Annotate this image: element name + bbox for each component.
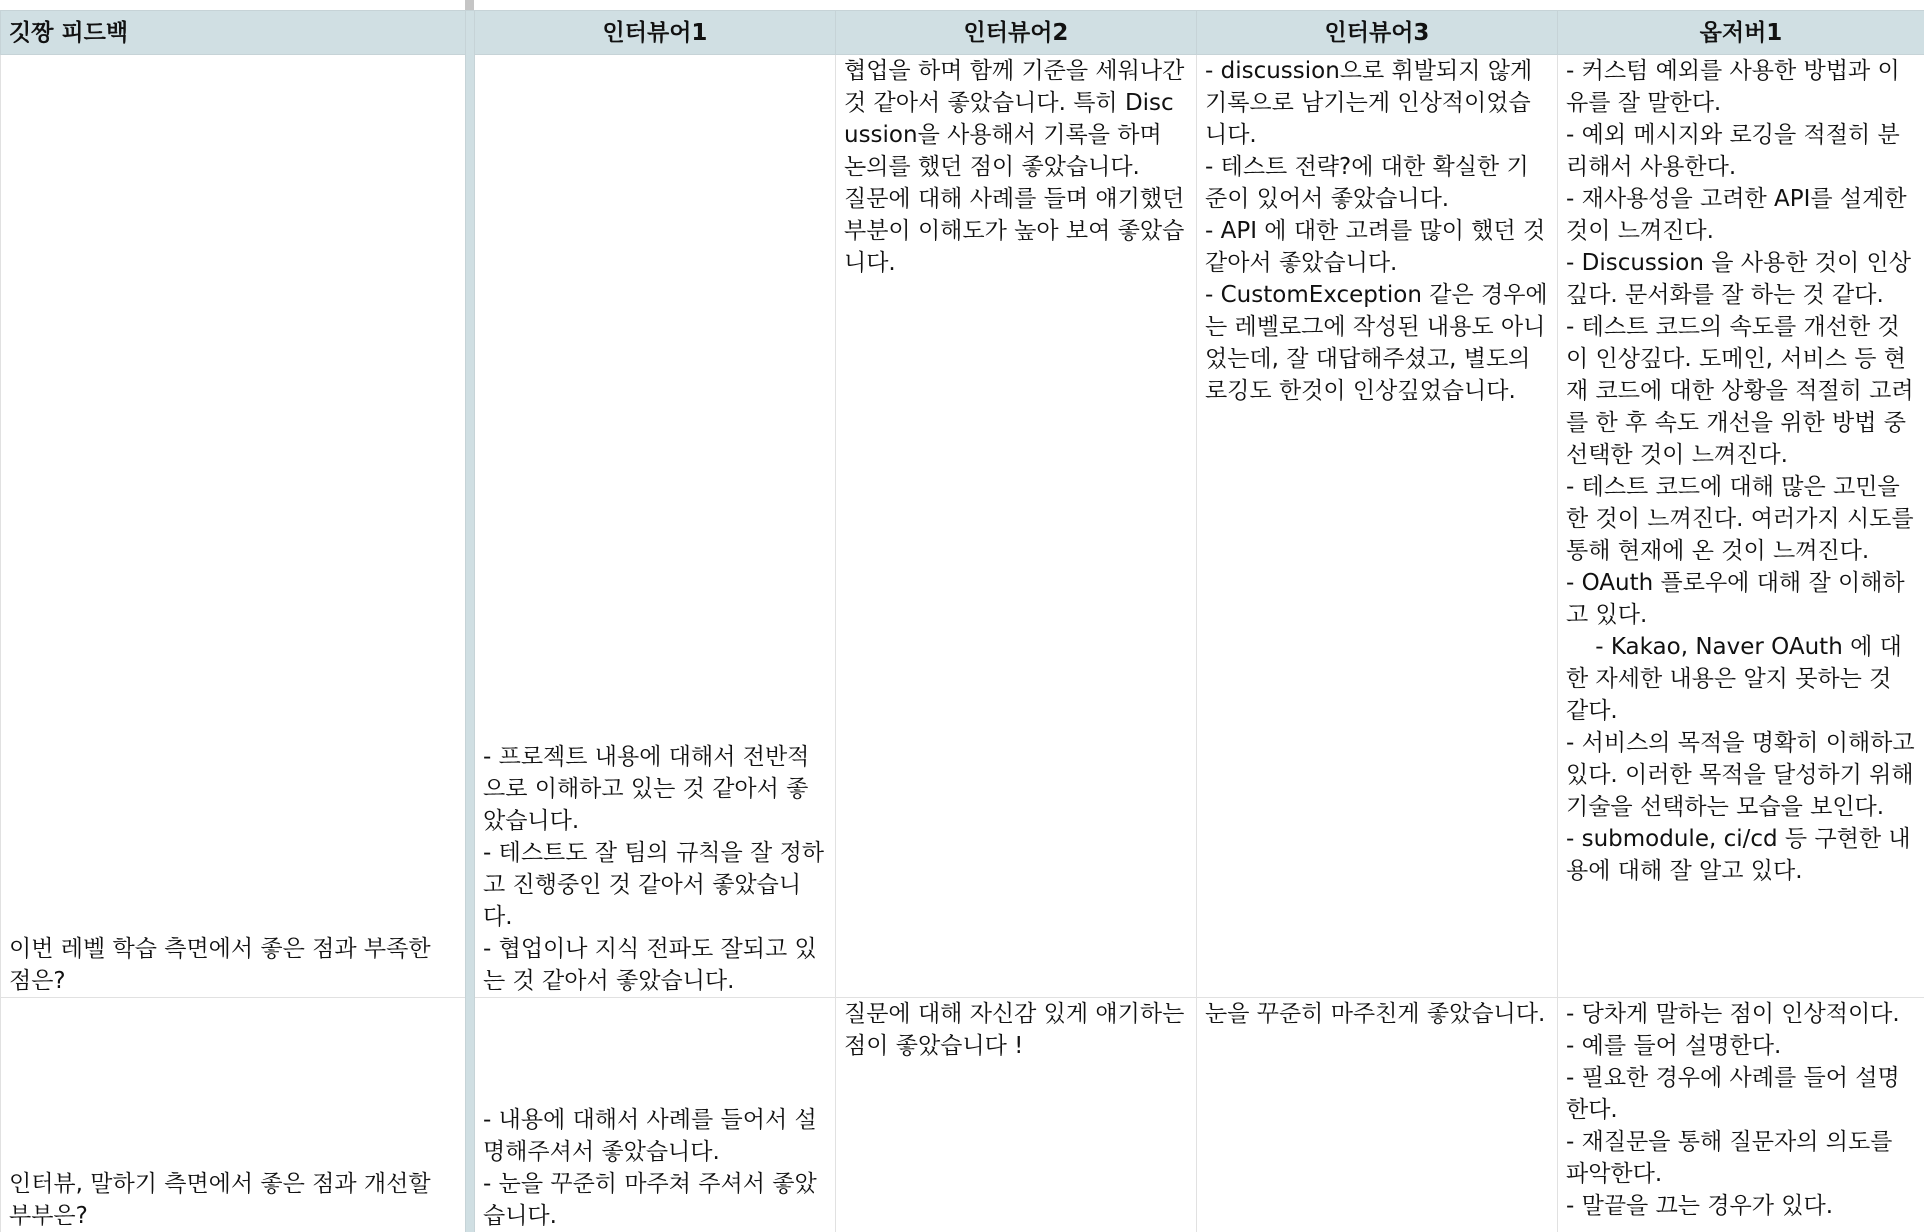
header-row	[1, 11, 1924, 55]
cell-observer1[interactable]: - 당차게 말하는 점이 인상적이다. - 예를 들어 설명한다. - 필요한 경우에 사례를 들어 설명한다. - 재질문을 통해 질문자의 의도를 파악한다. - 말끝을 끄는 경우가 있다.	[1558, 998, 1924, 1232]
row-label-cell[interactable]: 이번 레벨 학습 측면에서 좋은 점과 부족한 점은?	[1, 55, 466, 998]
header-cell-observer1[interactable]: 옵저버1	[1558, 11, 1924, 55]
table-row	[1, 998, 1924, 1232]
header-cell-interviewer3[interactable]: 인터뷰어3	[1197, 11, 1558, 55]
header-cell-interviewer2[interactable]: 인터뷰어2	[836, 11, 1197, 55]
header-cell-interviewer1[interactable]: 인터뷰어1	[475, 11, 836, 55]
header-cell-title[interactable]: 깃짱 피드백	[1, 11, 466, 55]
cell-interviewer1[interactable]: - 내용에 대해서 사례를 들어서 설명해주셔서 좋았습니다. - 눈을 꾸준히 마주쳐 주셔서 좋았습니다.	[475, 998, 836, 1232]
cell-interviewer2[interactable]: 협업을 하며 함께 기준을 세워나간 것 같아서 좋았습니다. 특히 Discussion을 사용해서 기록을 하며 논의를 했던 점이 좋았습니다. 질문에 대해 사례를 들며 얘기했던 부분이 이해도가 높아 보여 좋았습니다.	[836, 55, 1197, 998]
freeze-divider-top	[465, 0, 474, 10]
freeze-divider[interactable]	[466, 11, 475, 1232]
table-row	[1, 55, 1924, 998]
cell-interviewer3[interactable]: 눈을 꾸준히 마주친게 좋았습니다.	[1197, 998, 1558, 1232]
cell-interviewer1[interactable]: - 프로젝트 내용에 대해서 전반적으로 이해하고 있는 것 같아서 좋았습니다. - 테스트도 잘 팀의 규칙을 잘 정하고 진행중인 것 같아서 좋았습니다. - 협업이나 지식 전파도 잘되고 있는 것 같아서 좋았습니다.	[475, 55, 836, 998]
cell-interviewer3[interactable]: - discussion으로 휘발되지 않게 기록으로 남기는게 인상적이었습니다. - 테스트 전략?에 대한 확실한 기준이 있어서 좋았습니다. - API 에 대한 고려를 많이 했던 것 같아서 좋았습니다. - CustomException 같은 경우에는 레벨로그에 작성된 내용도 아니었는데, 잘 대답해주셨고, 별도의 로깅도 한것이 인상깊었습니다.	[1197, 55, 1558, 998]
row-label-cell[interactable]: 인터뷰, 말하기 측면에서 좋은 점과 개선할 부부은?	[1, 998, 466, 1232]
cell-observer1[interactable]: - 커스텀 예외를 사용한 방법과 이유를 잘 말한다. - 예외 메시지와 로깅을 적절히 분리해서 사용한다. - 재사용성을 고려한 API를 설계한 것이 느껴진다. - Discussion 을 사용한 것이 인상깊다. 문서화를 잘 하는 것 같다. - 테스트 코드의 속도를 개선한 것이 인상깊다. 도메인, 서비스 등 현재 코드에 대한 상황을 적절히 고려를 한 후 속도 개선을 위한 방법 중 선택한 것이 느껴진다. - 테스트 코드에 대해 많은 고민을 한 것이 느껴진다. 여러가지 시도를 통해 현재에 온 것이 느껴진다. - OAuth 플로우에 대해 잘 이해하고 있다. - Kakao, Naver OAuth 에 대한 자세한 내용은 알지 못하는 것 같다. - 서비스의 목적을 명확히 이해하고 있다. 이러한 목적을 달성하기 위해 기술을 선택하는 모습을 보인다. - submodule, ci/cd 등 구현한 내용에 대해 잘 알고 있다.	[1558, 55, 1924, 998]
cell-interviewer2[interactable]: 질문에 대해 자신감 있게 얘기하는 점이 좋았습니다 !	[836, 998, 1197, 1232]
feedback-table	[0, 10, 1924, 1232]
